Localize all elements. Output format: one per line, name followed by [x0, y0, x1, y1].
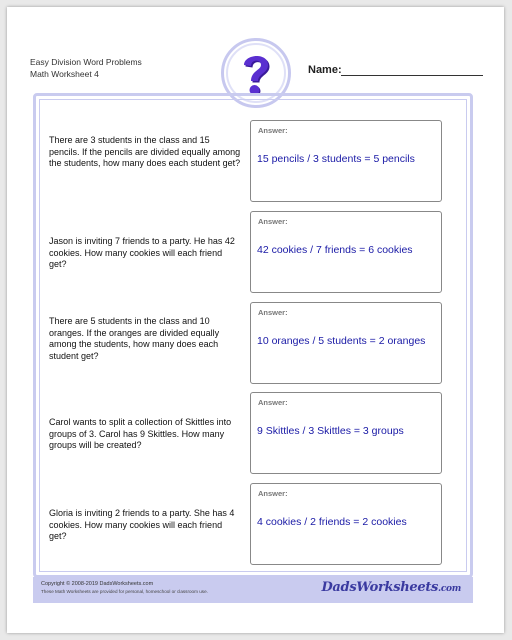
- usage-text: These Math Worksheets are provided for personal, homeschool or classroom use.: [41, 589, 208, 594]
- name-line: [341, 75, 483, 76]
- footer: [33, 577, 473, 603]
- brand-logo: [321, 580, 461, 595]
- answer-label: Answer:: [258, 308, 288, 317]
- problem-text: Jason is inviting 7 friends to a party. He has 42 cookies. How many cookies will each friend get?: [49, 236, 235, 269]
- worksheet-title: [30, 56, 142, 80]
- answer-box: [250, 483, 442, 565]
- answer-label: Answer:: [258, 489, 288, 498]
- answer-text: 42 cookies / 7 friends = 6 cookies: [257, 244, 413, 256]
- worksheet-title-line1: Easy Division Word Problems: [30, 57, 142, 67]
- brand-suffix: .com: [438, 584, 461, 594]
- worksheet-title-line2: Math Worksheet 4: [30, 69, 99, 79]
- answer-label: Answer:: [258, 126, 288, 135]
- answer-label: Answer:: [258, 398, 288, 407]
- problem-text: Carol wants to split a collection of Skittles into groups of 3. Carol has 9 Skittles. How many groups will be created?: [49, 417, 232, 450]
- problem-text: There are 3 students in the class and 15 pencils. If the pencils are divided equally among the students, how many does each student get?: [49, 135, 241, 168]
- answer-label: Answer:: [258, 217, 288, 226]
- answer-text: 9 Skittles / 3 Skittles = 3 groups: [257, 425, 404, 437]
- brand-name: DadsWorksheets: [321, 580, 439, 595]
- answer-text: 10 oranges / 5 students = 2 oranges: [257, 335, 426, 347]
- answer-text: 15 pencils / 3 students = 5 pencils: [257, 153, 415, 165]
- copyright-text: Copyright © 2008-2019 DadsWorksheets.com: [41, 581, 154, 587]
- answer-box: [250, 120, 442, 202]
- answer-box: [250, 211, 442, 293]
- name-label: Name:: [308, 64, 342, 76]
- answer-box: [250, 302, 442, 384]
- answer-text: 4 cookies / 2 friends = 2 cookies: [257, 516, 407, 528]
- problem-text: There are 5 students in the class and 10 oranges. If the oranges are divided equally among the students, how many does each student get?: [49, 316, 220, 361]
- problem-text: Gloria is inviting 2 friends to a party. She has 4 cookies. How many cookies will each friend get?: [49, 508, 235, 541]
- answer-box: [250, 392, 442, 474]
